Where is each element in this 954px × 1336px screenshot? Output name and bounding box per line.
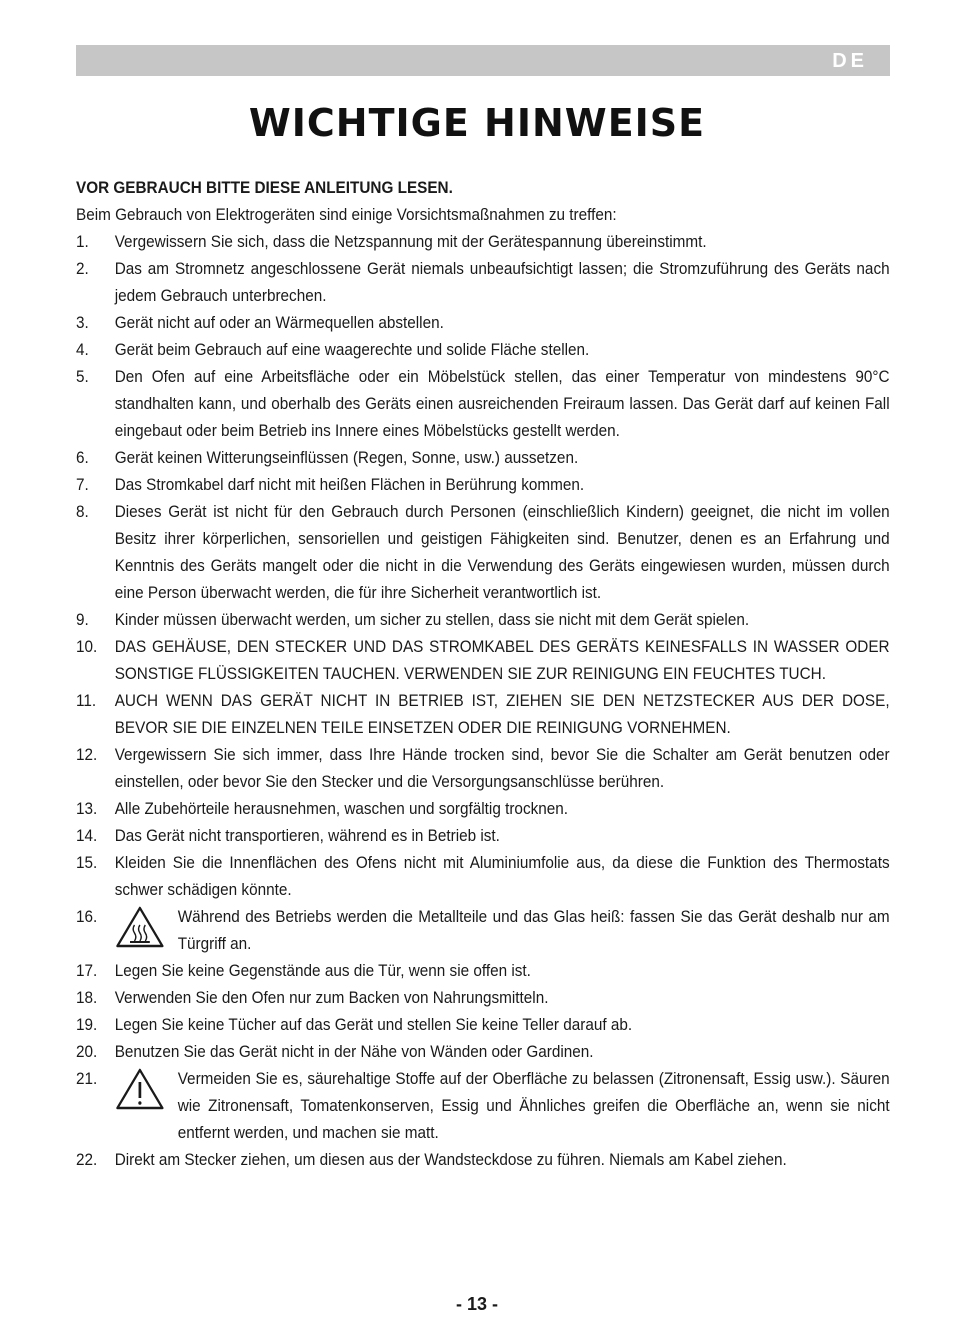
- list-item: [76, 687, 890, 741]
- item-text: DAS GEHÄUSE, DEN STECKER UND DAS STROMKABEL DES GERÄTS KEINESFALLS IN WASSER ODER SONSTIGE FLÜSSIGKEITEN TAUCHEN. VERWENDEN SIE ZUR REINIGUNG EIN FEUCHTES TUCH.: [114, 637, 890, 683]
- header-bar: [76, 45, 890, 76]
- list-item: [76, 228, 890, 255]
- list-item: [76, 1038, 890, 1065]
- item-text: Gerät keinen Witterungseinflüssen (Regen, Sonne, usw.) aussetzen.: [114, 448, 579, 467]
- item-text: Vergewissern Sie sich immer, dass Ihre Hände trocken sind, bevor Sie die Schalter am Gerät benutzen oder einstellen, oder bevor Sie den Stecker und die Versorgungsanschlüsse berühren.: [114, 745, 890, 791]
- intro-text: Beim Gebrauch von Elektrogeräten sind einige Vorsichtsmaßnahmen zu treffen:: [76, 205, 617, 224]
- item-text: Benutzen Sie das Gerät nicht in der Nähe von Wänden oder Gardinen.: [114, 1042, 594, 1061]
- list-item: [76, 741, 890, 795]
- item-text: Gerät beim Gebrauch auf eine waagerechte und solide Fläche stellen.: [114, 340, 590, 359]
- item-text: Das am Stromnetz angeschlossene Gerät niemals unbeaufsichtigt lassen; die Stromzuführung des Geräts nach jedem Gebrauch unterbrechen.: [114, 259, 890, 305]
- intro-heading: VOR GEBRAUCH BITTE DIESE ANLEITUNG LESEN.: [76, 178, 453, 197]
- item-number: 9.: [76, 610, 89, 629]
- item-text: Kleiden Sie die Innenflächen des Ofens nicht mit Aluminiumfolie aus, da diese die Funktion des Thermostats schwer schädigen könnte.: [114, 853, 890, 899]
- item-number: 8.: [76, 502, 89, 521]
- list-item: [76, 255, 890, 309]
- list-item: [76, 984, 890, 1011]
- item-number: 16.: [76, 907, 98, 926]
- item-text: Den Ofen auf eine Arbeitsfläche oder ein Möbelstück stellen, das einer Temperatur von mindestens 90°C standhalten kann, und oberhalb des Geräts einen ausreichenden Freiraum lassen. Das Gerät darf auf keinen Fall eingebaut oder beim Betrieb ins Innere eines Möbelstücks gestellt werden.: [114, 367, 890, 440]
- item-number: 17.: [76, 961, 98, 980]
- list-item: [76, 498, 890, 606]
- item-text: Legen Sie keine Gegenstände aus die Tür, wenn sie offen ist.: [114, 961, 531, 980]
- item-text: Vergewissern Sie sich, dass die Netzspannung mit der Gerätespannung übereinstimmt.: [114, 232, 707, 251]
- item-text: Verwenden Sie den Ofen nur zum Backen von Nahrungsmitteln.: [114, 988, 549, 1007]
- hot-surface-warning-icon: [115, 903, 178, 957]
- item-number: 21.: [76, 1069, 98, 1088]
- item-number: 13.: [76, 799, 98, 818]
- item-number: 5.: [76, 367, 89, 386]
- item-number: 3.: [76, 313, 89, 332]
- item-number: 18.: [76, 988, 98, 1007]
- list-item: [76, 336, 890, 363]
- list-item: [76, 1065, 890, 1146]
- list-item: [76, 633, 890, 687]
- page-number: - 13 -: [455, 1294, 498, 1314]
- instructions-content: [76, 174, 890, 1173]
- list-item: [76, 849, 890, 903]
- item-text: Dieses Gerät ist nicht für den Gebrauch durch Personen (einschließlich Kindern) geeignet, die nicht im vollen Besitz ihrer körperlichen, sensoriellen und geistigen Fähigkeiten sind. Benutzer, denen es an Erfahrung und Kenntnis des Geräts mangelt oder die nicht in die Verwendung des Geräts eingewiesen wurden, müssen durch eine Person überwacht werden, die für ihre Sicherheit verantwortlich ist.: [114, 502, 890, 602]
- item-number: 22.: [76, 1150, 98, 1169]
- list-item: [76, 903, 890, 957]
- list-item: [76, 606, 890, 633]
- caution-warning-icon: [115, 1065, 178, 1146]
- item-number: 11.: [76, 691, 97, 710]
- item-number: 19.: [76, 1015, 98, 1034]
- item-text: Während des Betriebs werden die Metallteile und das Glas heiß: fassen Sie das Gerät deshalb nur am Türgriff an.: [177, 907, 890, 953]
- item-number: 12.: [76, 745, 98, 764]
- list-item: [76, 444, 890, 471]
- language-badge: DE: [832, 50, 868, 72]
- item-text: Das Gerät nicht transportieren, während es in Betrieb ist.: [114, 826, 500, 845]
- item-text: Kinder müssen überwacht werden, um sicher zu stellen, dass sie nicht mit dem Gerät spielen.: [114, 610, 750, 629]
- list-item: [76, 957, 890, 984]
- list-item: [76, 822, 890, 849]
- item-number: 2.: [76, 259, 89, 278]
- item-text: Legen Sie keine Tücher auf das Gerät und stellen Sie keine Teller darauf ab.: [114, 1015, 633, 1034]
- item-number: 20.: [76, 1042, 98, 1061]
- item-number: 10.: [76, 637, 98, 656]
- list-item: [76, 795, 890, 822]
- item-text: Vermeiden Sie es, säurehaltige Stoffe auf der Oberfläche zu belassen (Zitronensaft, Essig usw.). Säuren wie Zitronensaft, Tomatenkonserven, Essig und Ähnliches greifen die Oberfläche an, wenn sie nicht entfernt werden, und machen sie matt.: [177, 1069, 890, 1142]
- list-item: [76, 1011, 890, 1038]
- item-number: 15.: [76, 853, 98, 872]
- list-item: [76, 1146, 890, 1173]
- list-item: [76, 309, 890, 336]
- item-text: AUCH WENN DAS GERÄT NICHT IN BETRIEB IST, ZIEHEN SIE DEN NETZSTECKER AUS DER DOSE, BEVOR SIE DIE EINZELNEN TEILE EINSETZEN ODER DIE REINIGUNG VORNEHMEN.: [114, 691, 890, 737]
- item-text: Gerät nicht auf oder an Wärmequellen abstellen.: [114, 313, 444, 332]
- item-number: 6.: [76, 448, 89, 467]
- item-number: 4.: [76, 340, 89, 359]
- page-title: WICHTIGE HINWEISE: [248, 101, 706, 145]
- list-item: [76, 471, 890, 498]
- item-text: Das Stromkabel darf nicht mit heißen Flächen in Berührung kommen.: [114, 475, 585, 494]
- item-text: Direkt am Stecker ziehen, um diesen aus der Wandsteckdose zu führen. Niemals am Kabel ziehen.: [114, 1150, 787, 1169]
- item-number: 1.: [76, 232, 89, 251]
- item-number: 14.: [76, 826, 98, 845]
- item-number: 7.: [76, 475, 89, 494]
- list-item: [76, 363, 890, 444]
- item-text: Alle Zubehörteile herausnehmen, waschen und sorgfältig trocknen.: [114, 799, 569, 818]
